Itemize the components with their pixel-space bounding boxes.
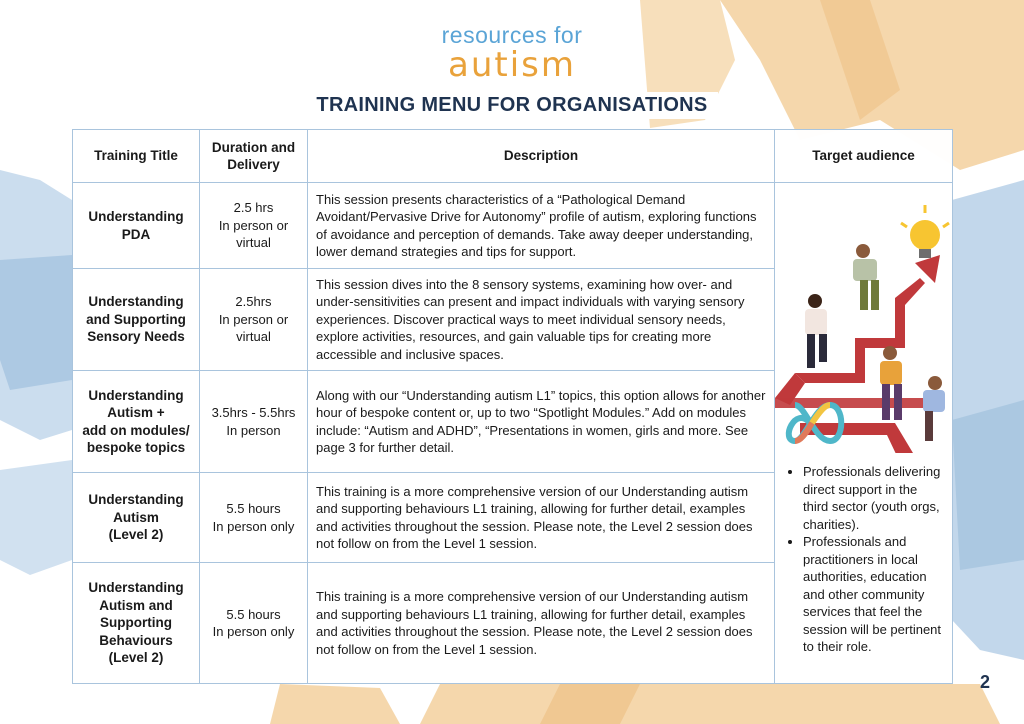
training-menu-table <box>72 129 953 684</box>
table-row <box>73 183 953 269</box>
teamwork-stairs-illustration <box>775 183 951 453</box>
person-right <box>923 376 945 441</box>
person-middle <box>880 346 902 420</box>
row-title: Understanding and Supporting Sensory Needs <box>73 269 200 371</box>
lightbulb-icon <box>901 205 949 258</box>
person-top <box>853 244 879 310</box>
page-number: 2 <box>979 672 990 692</box>
row-duration: 2.5hrs In person or virtual <box>200 269 308 371</box>
row-description: This training is a more comprehensive version of our Understanding autism and supporting behaviours L1 training, allowing for further detail, examples and activities throughout the session. Please note, the Level 2 session does not follow on from the Level 1 session. <box>308 563 775 684</box>
row-description: Along with our “Understanding autism L1” topics, this option allows for another hour of bespoke content or, up to two “Spotlight Modules.” Add on modules include: “Autism and ADHD”, “Presentations in women, girls and more. See page 3 for further detail. <box>308 371 775 473</box>
row-title: Understanding Autism (Level 2) <box>73 473 200 563</box>
page-heading: TRAINING MENU FOR ORGANISATIONS <box>306 92 717 119</box>
header-duration: Duration and Delivery <box>200 130 308 183</box>
row-description: This session dives into the 8 sensory systems, examining how over- and under-sensitivities can present and impact individuals with varying sensory experiences. Discover practical ways to meet individual sensory needs, explore activities, resources, and gain valuable tips for creating more accessible and inclusive spaces. <box>308 269 775 371</box>
logo <box>0 22 1024 85</box>
row-duration: 5.5 hours In person only <box>200 563 308 684</box>
target-audience-cell <box>775 183 953 684</box>
header-target-audience: Target audience <box>775 130 953 183</box>
row-title: Understanding Autism + add on modules/ bespoke topics <box>73 371 200 473</box>
row-title: Understanding Autism and Supporting Behaviours (Level 2) <box>73 563 200 684</box>
logo-line2: autism <box>448 45 576 85</box>
table-header-row <box>73 130 953 183</box>
target-audience-list <box>775 463 952 656</box>
list-item: • Professionals and practitioners in local authorities, education and other community services that feel the session will be pertinent to their role. <box>803 533 946 656</box>
header-description: Description <box>308 130 775 183</box>
row-duration: 5.5 hours In person only <box>200 473 308 563</box>
row-description: This training is a more comprehensive version of our Understanding autism and supporting behaviours L1 training, allowing for further detail, examples and activities throughout the session. Please note, the Level 2 session does not follow on from the Level 1 session. <box>308 473 775 563</box>
list-item: • Professionals delivering direct support in the third sector (youth orgs, charities). <box>803 463 946 533</box>
logo-line1: resources for <box>441 22 583 48</box>
header-training-title: Training Title <box>73 130 200 183</box>
person-left <box>805 294 827 368</box>
row-title: Understanding PDA <box>73 183 200 269</box>
row-duration: 2.5 hrs In person or virtual <box>200 183 308 269</box>
row-description: This session presents characteristics of a “Pathological Demand Avoidant/Pervasive Drive for Autonomy” profile of autism, exploring functions of avoidance and perception of demands. Take away deeper understanding, lower demand strategies and tips for support. <box>308 183 775 269</box>
row-duration: 3.5hrs - 5.5hrs In person <box>200 371 308 473</box>
